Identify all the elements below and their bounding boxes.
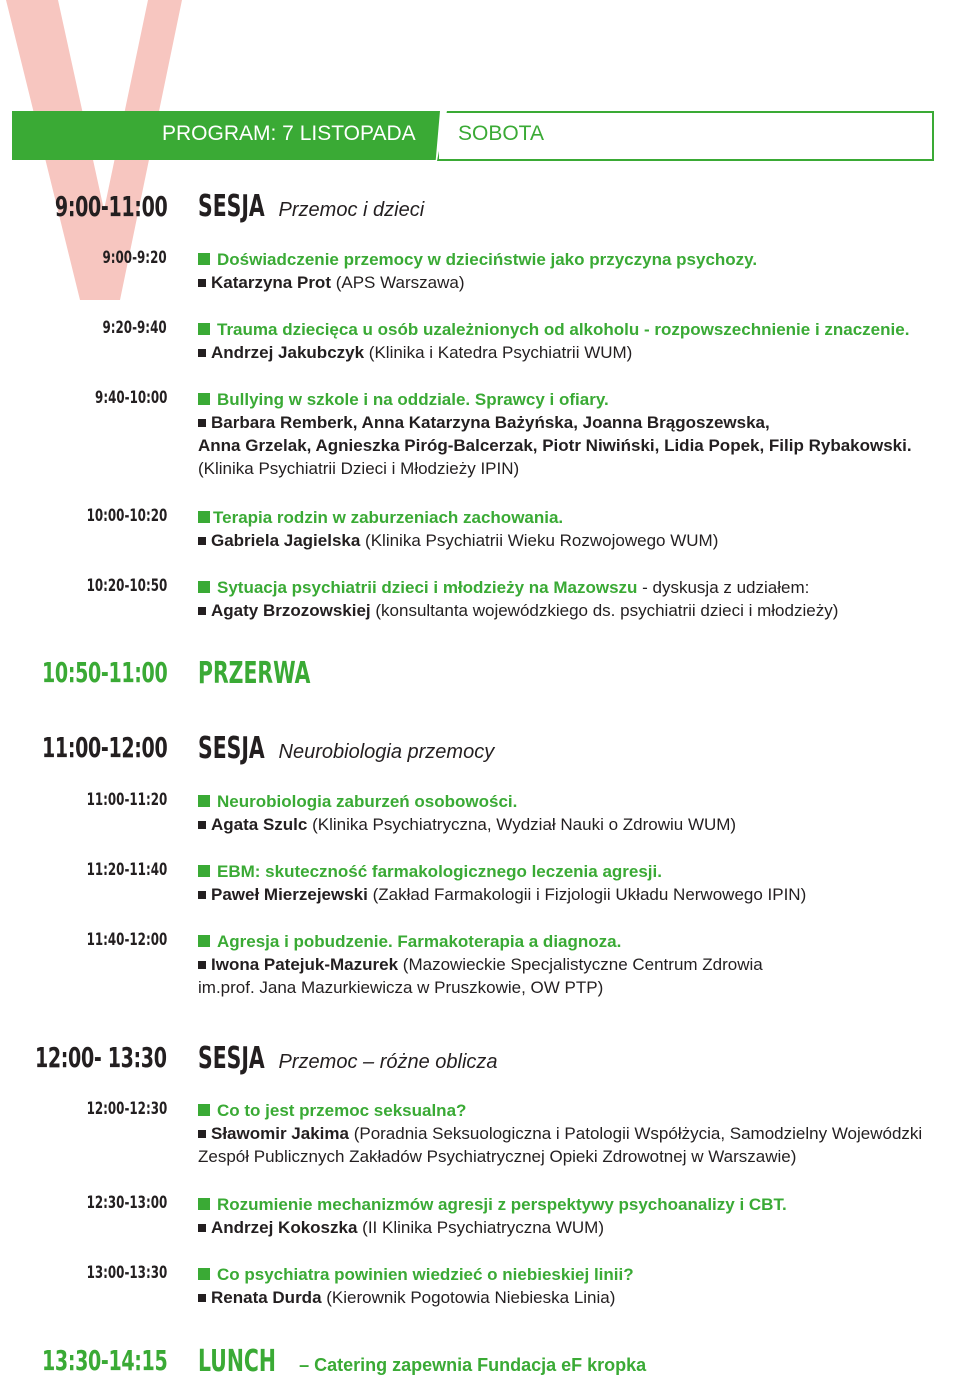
green-bullet-icon — [198, 795, 210, 807]
talk-time: 10:20-10:50 — [86, 576, 167, 596]
dark-bullet-icon — [198, 821, 206, 829]
dark-bullet-icon — [198, 349, 206, 357]
speaker-affiliation: (Zakład Farmakologii i Fizjologii Układu Nerwowego IPIN) — [367, 885, 807, 904]
speaker-affiliation-continued: Zespół Publicznych Zakładów Psychiatrycznej Opieki Zdrowotnej w Warszawie) — [198, 1147, 797, 1166]
talk-title: Terapia rodzin w zaburzeniach zachowania. — [213, 508, 564, 527]
speaker-affiliation: (APS Warszawa) — [330, 273, 465, 292]
talk-time: 12:30-13:00 — [86, 1193, 167, 1213]
dark-bullet-icon — [198, 1294, 206, 1302]
session-label: SESJA — [198, 189, 265, 224]
speaker-affiliation: (konsultanta wojewódzkiego ds. psychiatrii dzieci i młodzieży) — [370, 601, 839, 620]
dark-bullet-icon — [198, 891, 206, 899]
speaker-affiliation: (Klinika Psychiatrii Dzieci i Młodzieży IPIN) — [198, 459, 520, 478]
session-subtitle: Przemoc – różne oblicza — [278, 1051, 498, 1073]
session-time: 12:00- 13:30 — [35, 1041, 167, 1074]
speaker-affiliation: (Kierownik Pogotowia Niebieska Linia) — [321, 1288, 616, 1307]
green-bullet-icon — [198, 1104, 210, 1116]
green-bullet-icon — [198, 1198, 210, 1210]
talk-title: EBM: skuteczność farmakologicznego leczenia agresji. — [217, 862, 662, 881]
lunch-time: 13:30-14:15 — [41, 1344, 167, 1377]
speaker-names-continued: Anna Grzelak, Agnieszka Piróg-Balcerzak, Piotr Niwiński, Lidia Popek, Filip Rybakowski. — [198, 436, 912, 455]
speaker-affiliation: (Klinika i Katedra Psychiatrii WUM) — [364, 343, 633, 362]
speaker-names: Barbara Remberk, Anna Katarzyna Bażyńska, Joanna Brągoszewska, — [211, 413, 770, 432]
speaker-name: Renata Durda — [211, 1288, 322, 1307]
green-bullet-icon — [198, 865, 210, 877]
talk-title: Neurobiologia zaburzeń osobowości. — [217, 792, 518, 811]
dark-bullet-icon — [198, 1130, 206, 1138]
talk-time: 11:20-11:40 — [86, 860, 167, 880]
program-date-title: PROGRAM: 7 LISTOPADA — [162, 122, 416, 145]
break-time: 10:50-11:00 — [41, 656, 167, 689]
talk-title: Rozumienie mechanizmów agresji z perspektywy psychoanalizy i CBT. — [217, 1195, 787, 1214]
session-subtitle: Neurobiologia przemocy — [278, 741, 495, 763]
speaker-name: Andrzej Kokoszka — [211, 1218, 358, 1237]
dark-bullet-icon — [198, 607, 206, 615]
green-bullet-icon — [198, 253, 210, 265]
speaker-affiliation: (Mazowieckie Specjalistyczne Centrum Zdrowia — [398, 955, 763, 974]
talk-time: 11:40-12:00 — [86, 930, 167, 950]
speaker-affiliation: (Klinika Psychiatryczna, Wydział Nauki o Zdrowiu WUM) — [307, 815, 737, 834]
speaker-name: Gabriela Jagielska — [211, 531, 361, 550]
program-header — [12, 111, 932, 160]
talk-title: Doświadczenie przemocy w dzieciństwie jako przyczyna psychozy. — [217, 250, 758, 269]
lunch-subtitle: – Catering zapewnia Fundacja eF kropka — [299, 1355, 647, 1375]
talk-title: Bullying w szkole i na oddziale. Sprawcy i ofiary. — [217, 390, 609, 409]
talk-time: 12:00-12:30 — [86, 1099, 167, 1119]
session-time: 9:00-11:00 — [54, 190, 167, 223]
green-bullet-icon — [198, 935, 210, 947]
talk-title: Co psychiatra powinien wiedzieć o niebieskiej linii? — [217, 1265, 634, 1284]
session-label: SESJA — [198, 731, 265, 766]
lunch-label: LUNCH — [198, 1344, 276, 1379]
talk-title: Trauma dziecięca u osób uzależnionych od alkoholu - rozpowszechnienie i znaczenie. — [217, 320, 910, 339]
green-bullet-icon — [198, 581, 210, 593]
speaker-name: Agaty Brzozowskiej — [211, 601, 371, 620]
session-time: 11:00-12:00 — [41, 731, 167, 764]
talk-time: 11:00-11:20 — [86, 790, 167, 810]
speaker-affiliation: (Klinika Psychiatrii Wieku Rozwojowego WUM) — [360, 531, 719, 550]
green-bullet-icon — [198, 511, 210, 523]
talk-time: 9:40-10:00 — [94, 388, 167, 408]
speaker-affiliation: (II Klinika Psychiatryczna WUM) — [357, 1218, 604, 1237]
speaker-name: Iwona Patejuk-Mazurek — [211, 955, 399, 974]
break-label: PRZERWA — [198, 656, 311, 691]
speaker-name: Paweł Mierzejewski — [211, 885, 368, 904]
talk-title: Co to jest przemoc seksualna? — [217, 1101, 467, 1120]
talk-title-suffix: - dyskusja z udziałem: — [637, 578, 810, 597]
speaker-affiliation-continued: im.prof. Jana Mazurkiewicza w Pruszkowie, OW PTP) — [198, 978, 604, 997]
dark-bullet-icon — [198, 419, 206, 427]
dark-bullet-icon — [198, 279, 206, 287]
speaker-name: Katarzyna Prot — [211, 273, 331, 292]
green-bullet-icon — [198, 1268, 210, 1280]
talk-time: 10:00-10:20 — [86, 506, 167, 526]
talk-time: 9:00-9:20 — [102, 248, 167, 268]
green-bullet-icon — [198, 393, 210, 405]
dark-bullet-icon — [198, 1224, 206, 1232]
session-label: SESJA — [198, 1041, 265, 1076]
dark-bullet-icon — [198, 537, 206, 545]
speaker-name: Andrzej Jakubczyk — [211, 343, 365, 362]
speaker-affiliation: (Poradnia Seksuologiczna i Patologii Współżycia, Samodzielny Wojewódzki — [348, 1124, 923, 1143]
speaker-name: Sławomir Jakima — [211, 1124, 349, 1143]
talk-title: Sytuacja psychiatrii dzieci i młodzieży na Mazowszu — [217, 578, 638, 597]
speaker-name: Agata Szulc — [211, 815, 308, 834]
session-subtitle: Przemoc i dzieci — [278, 199, 425, 221]
talk-time: 9:20-9:40 — [102, 318, 167, 338]
green-bullet-icon — [198, 323, 210, 335]
talk-time: 13:00-13:30 — [86, 1263, 167, 1283]
dark-bullet-icon — [198, 961, 206, 969]
talk-title: Agresja i pobudzenie. Farmakoterapia a diagnoza. — [217, 932, 622, 951]
program-day-label: SOBOTA — [458, 122, 544, 145]
